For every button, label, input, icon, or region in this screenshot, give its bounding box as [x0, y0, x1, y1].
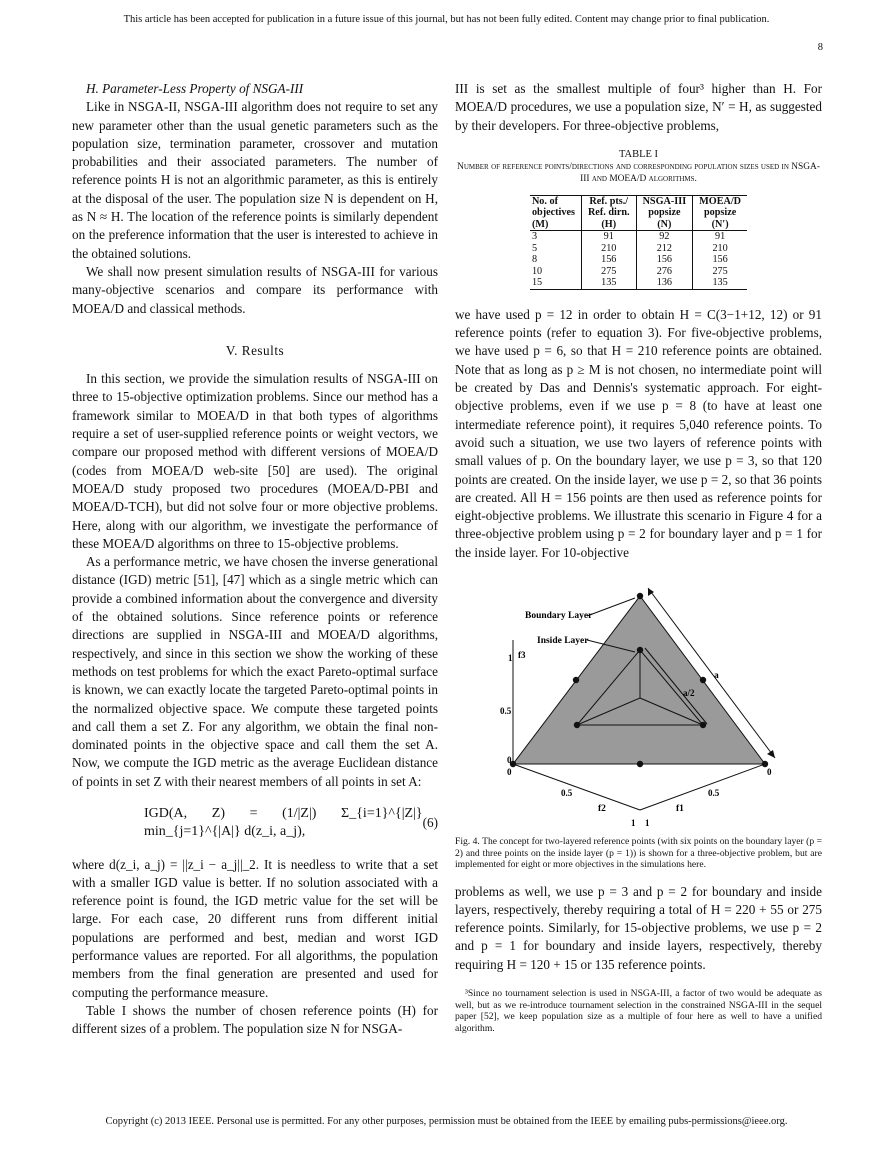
tick-label: 0 [507, 767, 512, 778]
reference-point [637, 761, 643, 767]
table-header-cell: No. of [530, 195, 582, 207]
table-cell: 91 [581, 231, 636, 243]
reference-point [573, 677, 579, 683]
table-cell: 3 [531, 231, 538, 243]
boundary-triangle [513, 596, 765, 764]
reference-point [700, 722, 706, 728]
table-cell: 275 [693, 266, 747, 278]
axis-line-f1 [640, 764, 765, 810]
table-caption: Number of reference points/directions and corresponding population sizes used in NSGA-III and MOEA/D algorithms. [457, 161, 820, 184]
table-row [530, 231, 747, 243]
table-header-cell: popsize [693, 207, 747, 219]
table-cell: 8 [531, 254, 538, 266]
table-cell: 156 [581, 254, 636, 266]
table-header-cell: (N) [636, 219, 693, 231]
table-cell: 276 [636, 266, 693, 278]
page-number: 8 [817, 42, 823, 53]
tick-label: 1 [631, 818, 636, 829]
table-header-cell: (H) [581, 219, 636, 231]
table-cell: 210 [693, 243, 747, 255]
paragraph: In this section, we provide the simulation results of NSGA-III on three to 15-objective optimization problems. Since our method has a framework similar to MOEA/D in that both types of algorithms require a set of user-supplied reference points or weight vectors, we compare our proposed method with different versions of MOEA/D (codes from MOEA/D web-site [50] are used). The original MOEA/D study proposed two procedures (MOEA/D-PBI and MOEA/D-TCH), but did not solve four or more objective problems. Here, along with our algorithm, we investigate the performance of these MOEA/D algorithms on three to 15-objective problems. [72, 371, 438, 551]
table-cell: 156 [636, 254, 693, 266]
table-header-cell: Ref. dirn. [581, 207, 636, 219]
reference-point [637, 647, 643, 653]
label-boundary-layer: Boundary Layer [525, 611, 593, 622]
table-cell: 10 [531, 265, 543, 277]
table-cell: 212 [636, 243, 693, 255]
label-a-half: a/2 [683, 688, 695, 699]
copyright-footer: Copyright (c) 2013 IEEE. Personal use is permitted. For any other purposes, permission must be obtained from the IEEE by emailing pubs-permissions@ieee.org. [105, 1116, 788, 1127]
arrow-head [767, 750, 775, 758]
axis-line-f2 [513, 764, 640, 810]
table-header-cell: (N′) [693, 219, 747, 231]
equation-body: IGD(A, Z) = (1/|Z|) Σ_{i=1}^{|Z|} min_{j=1}^{|A|} d(z_i, a_j), [144, 805, 423, 840]
axis-label-f3: f3 [518, 650, 526, 661]
table-row [530, 266, 747, 278]
reference-points-table [530, 195, 747, 290]
table-cell: 136 [636, 277, 693, 289]
table-header-cell: MOEA/D [693, 195, 747, 207]
equation-number: (6) [422, 815, 438, 831]
paragraph: Like in NSGA-II, NSGA-III algorithm does not require to set any new parameter other than the usual genetic parameters such as the population size, termination parameter, crossover and mutation probabilities and their associated parameters. The number of reference points H is not an algorithmic parameter, as this is entirely at the disposal of the user. The population size N is dependent on H, as N ≈ H. The location of the reference points is similarly dependent on the preference information that the user is interested to achieve in the obtained solutions. [72, 99, 438, 261]
table-cell: 275 [581, 266, 636, 278]
table-header-cell: (M) [530, 219, 582, 231]
reference-point [637, 593, 643, 599]
table-cell: 135 [581, 277, 636, 289]
table-row [530, 254, 747, 266]
reference-point [700, 677, 706, 683]
paragraph: Table I shows the number of chosen reference points (H) for different sizes of a problem. The population size N for NSGA- [72, 1002, 438, 1037]
table-cell: 156 [693, 254, 747, 266]
table-header-cell: NSGA-III [636, 195, 693, 207]
right-column [455, 80, 822, 1034]
paragraph: III is set as the smallest multiple of four³ higher than H. For MOEA/D procedures, we use a population size, N′ = H, as suggested by their developers. For three-objective problems, [455, 81, 822, 133]
tick-label: 0.5 [500, 706, 512, 717]
paragraph: We shall now present simulation results of NSGA-III for various many-objective scenarios and compare its performance with MOEA/D and classical methods. [72, 263, 438, 316]
section-title: V. Results [225, 342, 285, 358]
paragraph: we have used p = 12 in order to obtain H = C(3−1+12, 12) or 91 reference points (refer to equation 3). For five-objective problems, we have used p = 6, so that H = 210 reference points are obtained. Note that as long as p ≥ M is not chosen, no intermediate point will be created by Das and Dennis's systematic approach. For eight-objective problems, even if we use p = 8 (to have at least one intermediate reference point), it requires 5,040 reference points. To avoid such a situation, we use two layers of reference points with small values of p. On the boundary layer, we use p = 3, so that 120 points are created. On the inside layer, we use p = 2, so that 36 points are created. All H = 156 points are then used as reference points for eight-objective problems. We illustrate this scenario in Figure 4 for a three-objective problem using p = 2 for boundary layer and p = 1 for the inside layer. For 10-objective [455, 306, 822, 560]
table-cell: 5 [531, 242, 538, 254]
paragraph: As a performance metric, we have chosen the inverse generational distance (IGD) metric [51], [47] which as a single metric which can provide a combined information about the convergence and diversity of the obtained solutions. Since reference points or reference directions are supplied in NSGA-III and MOEA/D algorithms, respectively, and since in this section we show the working of these methods on test problems for which the exact Pareto-optimal surface is known, we can exactly locate the targeted Pareto-optimal points in the normalized objective space. We compute these targeted points and call them a set Z. For any algorithm, we obtain the final non-dominated points in the objective space and call them the set A. Now, we compute the IGD metric as the average Euclidean distance of points in set Z with their nearest members of all points in set A: [72, 554, 438, 789]
axis-label-f1: f1 [676, 804, 684, 815]
table-header-cell: popsize [636, 207, 693, 219]
label-inside-layer: Inside Layer [537, 636, 589, 647]
table-header-cell: Ref. pts./ [581, 195, 636, 207]
tick-label: 0 [507, 755, 512, 766]
table-cell: 210 [581, 243, 636, 255]
table-header-cell: objectives [531, 207, 575, 219]
table-cell: 135 [693, 277, 747, 289]
left-column [72, 80, 438, 1039]
paragraph: where d(z_i, a_j) = ||z_i − a_j||_2. It is needless to write that a set with a smaller IGD value is better. If no solution associated with a reference point is found, the IGD metric value for the set will be large. For each case, 20 different runs from different initial populations are performed and best, median and worst IGD performance values are reported. For all algorithms, the population members from the final generation are presented and used for computing the performance measure. [72, 856, 438, 1000]
label-a: a [714, 671, 719, 682]
paragraph: problems as well, we use p = 3 and p = 2 for boundary and inside layers, respectively, thereby requiring a total of H = 220 + 55 or 275 reference points. Similarly, for 15-objective problems, we use p = 2 and p = 1 for boundary and inside layers, respectively, thereby requiring H = 120 + 15 or 135 reference points. [455, 883, 822, 972]
tick-label: 0 [767, 767, 772, 778]
axis-label-f2: f2 [598, 804, 606, 815]
table-row [530, 243, 747, 255]
tick-label: 1 [645, 818, 650, 829]
figure-4 [455, 578, 822, 830]
two-layer-reference-diagram [455, 578, 822, 830]
figure-caption: Fig. 4. The concept for two-layered reference points (with six points on the boundary layer (p = 2) and three points on the inside layer (p = 1)) is shown for a three-objective problem, but are implemented for eight or more objectives in the simulations here. [455, 836, 822, 871]
table-cell: 92 [636, 231, 693, 243]
table-title: TABLE I [618, 148, 659, 160]
table-cell: 15 [530, 277, 582, 289]
table-cell: 91 [693, 231, 747, 243]
footnote: ³Since no tournament selection is used in NSGA-III, a factor of two would be adequate as well, but as we re-introduce tournament selection in the constrained NSGA-III in the sequel paper [52], we keep population size as a multiple of four here as well to have a unified algorithm. [455, 988, 822, 1034]
tick-label: 1 [508, 653, 513, 664]
reference-point [574, 722, 580, 728]
subsection-title: H. Parameter-Less Property of NSGA-III [86, 81, 304, 96]
tick-label: 0.5 [561, 788, 573, 799]
journal-notice-header: This article has been accepted for publication in a future issue of this journal, but has not been fully edited. Content may change prior to final publication. [123, 14, 770, 25]
tick-label: 0.5 [708, 788, 720, 799]
table-row [530, 277, 747, 289]
equation-igd [72, 805, 438, 842]
